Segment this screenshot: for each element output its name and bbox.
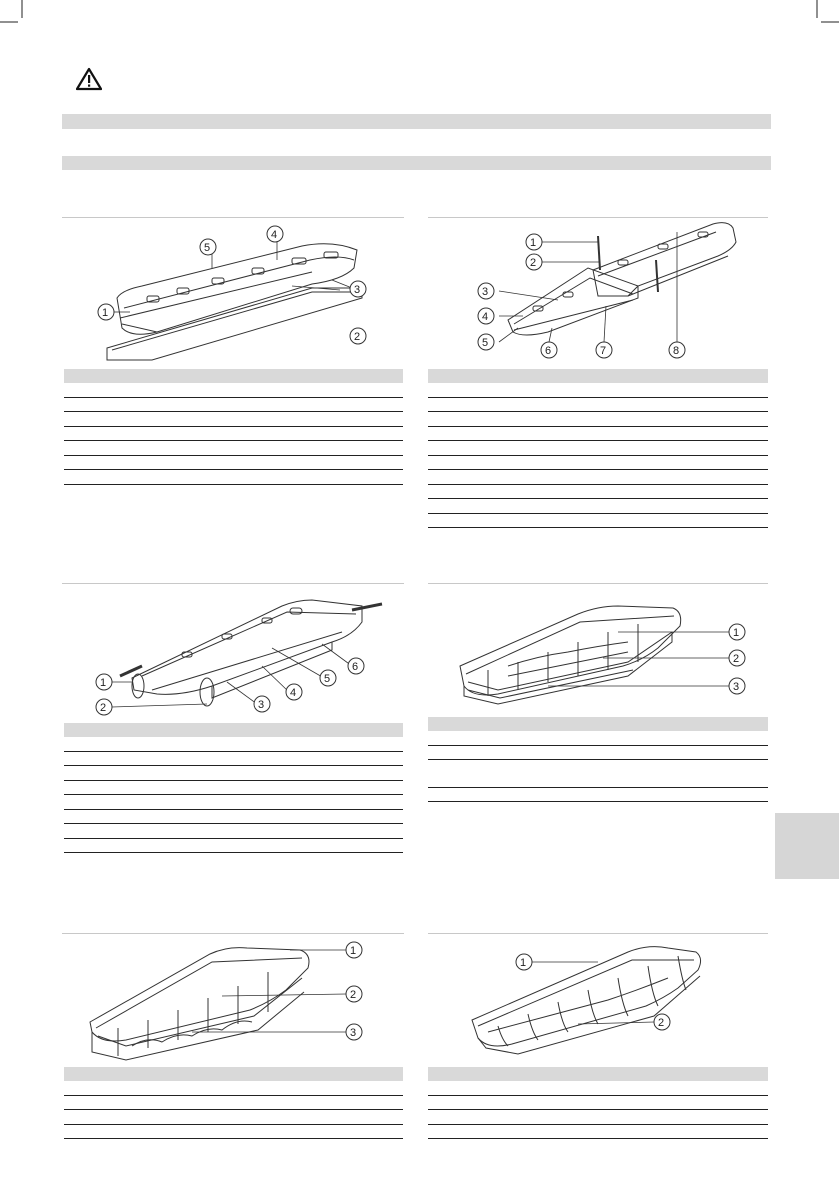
svg-text:3: 3 <box>258 699 265 711</box>
table-row-line <box>428 745 768 746</box>
wire-basket-b-figure <box>62 936 404 1064</box>
svg-text:3: 3 <box>482 286 489 298</box>
table-row-line <box>64 751 403 752</box>
svg-text:4: 4 <box>482 311 489 323</box>
svg-text:2: 2 <box>733 653 740 665</box>
svg-text:2: 2 <box>350 989 357 1001</box>
panel-rule <box>62 583 404 584</box>
svg-text:4: 4 <box>290 687 297 699</box>
table-row-line <box>64 823 403 824</box>
table-row-line <box>64 397 403 398</box>
svg-text:7: 7 <box>600 345 607 357</box>
table-row-line <box>64 1109 403 1110</box>
table-row-line <box>64 1095 403 1096</box>
table-row-line <box>64 838 403 839</box>
svg-text:1: 1 <box>100 677 107 689</box>
table-header <box>428 1067 768 1081</box>
section-band <box>62 156 771 170</box>
table-row-line <box>428 440 768 441</box>
table-row-line <box>428 426 768 427</box>
basket-flat-figure <box>62 220 404 366</box>
svg-text:1: 1 <box>733 627 740 639</box>
table-row-line <box>428 498 768 499</box>
panel-rule <box>428 583 768 584</box>
table-row-line <box>64 1138 403 1139</box>
table-row-line <box>428 787 768 788</box>
panel-rule <box>62 933 404 934</box>
table-row-line <box>64 440 403 441</box>
table-header <box>64 723 403 737</box>
panel-rule <box>428 217 768 218</box>
panel-rule <box>428 933 768 934</box>
table-header <box>64 1067 403 1081</box>
table-header <box>428 369 768 383</box>
section-tab <box>775 813 839 879</box>
svg-text:6: 6 <box>352 661 359 673</box>
table-row-line <box>428 397 768 398</box>
svg-text:1: 1 <box>530 237 537 249</box>
svg-text:3: 3 <box>350 1027 357 1039</box>
svg-text:6: 6 <box>545 345 552 357</box>
callout-5: 5 <box>204 242 211 254</box>
table-row-line <box>428 801 768 802</box>
wire-basket-a-figure <box>428 586 768 714</box>
svg-text:8: 8 <box>673 345 680 357</box>
table-row-line <box>428 455 768 456</box>
table-row-line <box>64 852 403 853</box>
table-row-line <box>428 513 768 514</box>
table-row-line <box>428 527 768 528</box>
table-row-line <box>428 1095 768 1096</box>
basket-wheels-figure <box>62 586 404 720</box>
svg-text:1: 1 <box>350 945 357 957</box>
table-row-line <box>64 455 403 456</box>
svg-text:2: 2 <box>530 257 537 269</box>
crop-mark <box>0 0 30 30</box>
table-row-line <box>64 469 403 470</box>
table-row-line <box>64 794 403 795</box>
table-row-line <box>428 1138 768 1139</box>
svg-text:2: 2 <box>658 1017 665 1029</box>
callout-4: 4 <box>271 229 278 241</box>
warning-triangle-icon <box>76 67 102 91</box>
basket-split-figure <box>428 220 768 366</box>
panel-rule <box>62 217 404 218</box>
table-row-line <box>64 1124 403 1125</box>
svg-text:5: 5 <box>482 337 489 349</box>
table-row-line <box>428 1109 768 1110</box>
table-row-line <box>428 469 768 470</box>
svg-text:1: 1 <box>520 957 527 969</box>
wire-basket-c-figure <box>428 936 768 1064</box>
table-row-line <box>64 426 403 427</box>
callout-2: 2 <box>354 331 361 343</box>
table-row-line <box>64 765 403 766</box>
svg-text:3: 3 <box>733 681 740 693</box>
callout-3: 3 <box>354 284 361 296</box>
table-row-line <box>428 759 768 760</box>
table-row-line <box>64 411 403 412</box>
callout-1: 1 <box>102 307 109 319</box>
table-row-line <box>64 809 403 810</box>
table-row-line <box>428 411 768 412</box>
table-row-line <box>64 484 403 485</box>
table-header <box>428 717 768 731</box>
svg-text:5: 5 <box>324 673 331 685</box>
table-header <box>64 369 403 383</box>
table-row-line <box>428 1124 768 1125</box>
svg-text:2: 2 <box>100 702 107 714</box>
crop-mark <box>809 0 839 30</box>
table-row-line <box>64 780 403 781</box>
header-band <box>62 114 771 129</box>
table-row-line <box>428 484 768 485</box>
